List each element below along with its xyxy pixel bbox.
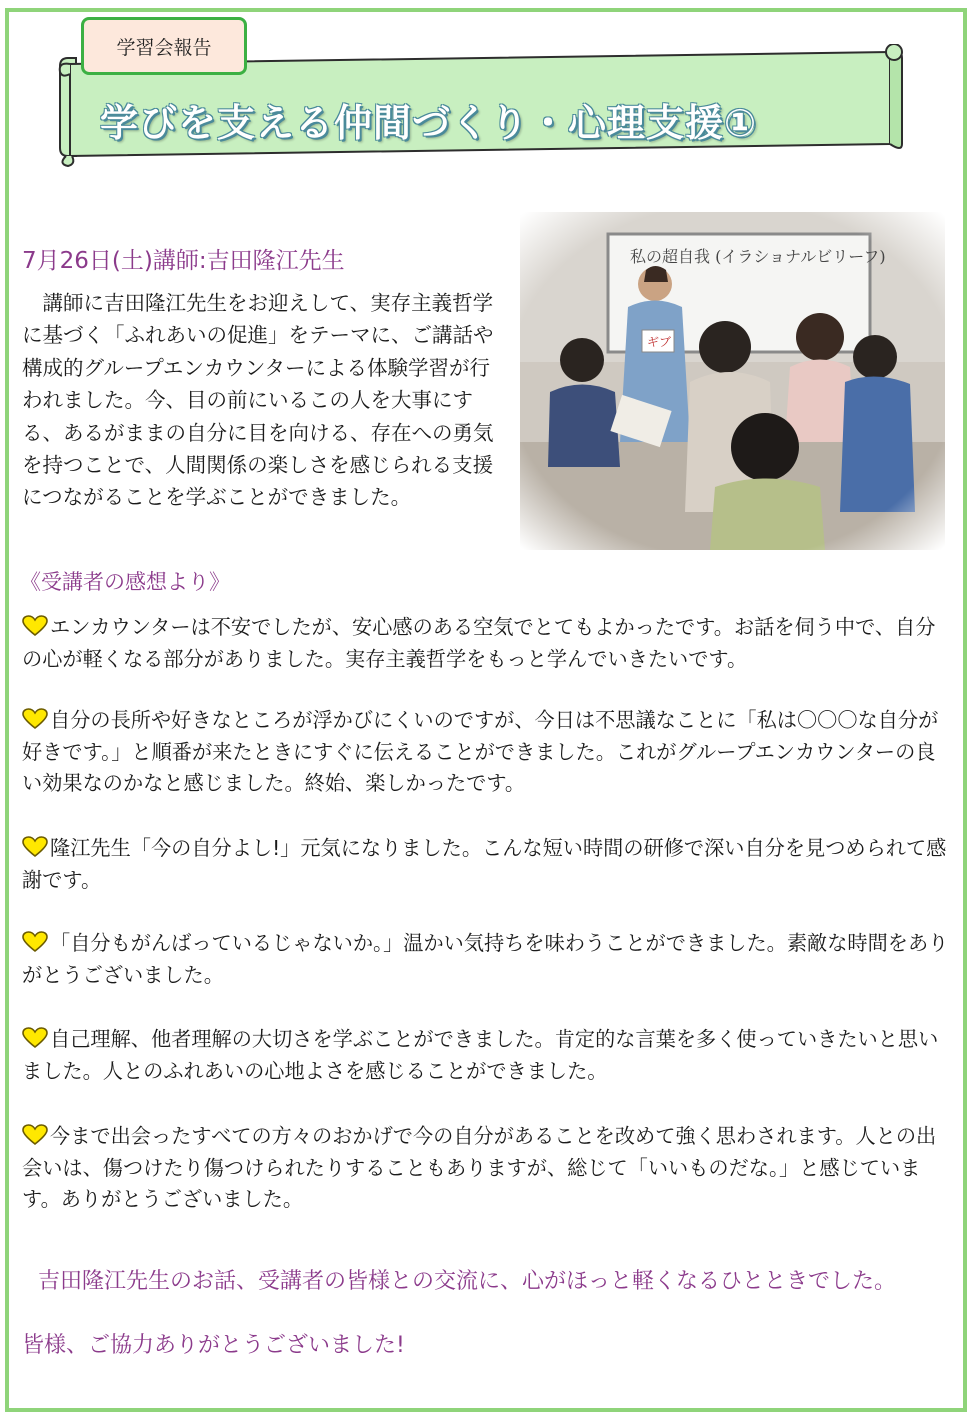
feedback-comment-4 bbox=[22, 928, 952, 991]
heart-icon bbox=[22, 836, 48, 858]
feedback-comment-text: エンカウンターは不安でしたが、安心感のある空気でとてもよかったです。お話を伺う中で、自分の心が軽くなる部分がありました。実存主義哲学をもっと学んでいきたいです。 bbox=[22, 615, 936, 671]
event-summary: 講師に吉田隆江先生をお迎えして、実存主義哲学に基づく「ふれあいの促進」をテーマに、ご講話や構成的グループエンカウンターによる体験学習が行われました。今、目の前にいるこの人を大事にする、あるがままの自分に目を向ける、存在への勇気を持つことで、人間関係の楽しさを感じられる支援につながることを学ぶことができました。 bbox=[22, 291, 494, 510]
feedback-comment-text: 自己理解、他者理解の大切さを学ぶことができました。肯定的な言葉を多く使っていきたいと思いました。人とのふれあいの心地よさを感じることができました。 bbox=[22, 1027, 939, 1083]
heart-icon bbox=[22, 1027, 48, 1049]
event-date-lecturer: 7月26日(土)講師:吉田隆江先生 bbox=[22, 248, 345, 274]
report-tag-label: 学習会報告 bbox=[116, 37, 212, 59]
feedback-heading: 《受講者の感想より》 bbox=[20, 570, 230, 594]
feedback-comment-2 bbox=[22, 705, 952, 800]
page-title: 学びを支える仲間づくり・心理支援① bbox=[100, 101, 758, 145]
feedback-comment-text: 自分の長所や好きなところが浮かびにくいのですが、今日は不思議なことに「私は〇〇〇な自分が好きです。」と順番が来たときにすぐに伝えることができました。これがグループエンカウンターの良い効果なのかなと感じました。終始、楽しかったです。 bbox=[22, 708, 939, 795]
thanks-message: 皆様、ご協力ありがとうございました! bbox=[22, 1333, 405, 1358]
seminar-photo-graphic bbox=[520, 212, 945, 550]
heart-icon bbox=[22, 615, 48, 637]
feedback-comment-text: 「自分もがんばっているじゃないか。」温かい気持ちを味わうことができました。素敵な時間をありがとうございました。 bbox=[22, 931, 949, 987]
feedback-comment-5 bbox=[22, 1024, 952, 1087]
heart-icon bbox=[22, 1124, 48, 1146]
heart-icon bbox=[22, 931, 48, 953]
report-tag bbox=[81, 17, 247, 75]
feedback-comment-1 bbox=[22, 612, 952, 675]
feedback-comment-3 bbox=[22, 833, 952, 896]
heart-icon bbox=[22, 708, 48, 730]
seminar-photo bbox=[520, 212, 945, 550]
feedback-comment-text: 隆江先生「今の自分よし!」元気になりました。こんな短い時間の研修で深い自分を見つめられて感謝です。 bbox=[22, 836, 947, 892]
feedback-comment-text: 今まで出会ったすべての方々のおかげで今の自分があることを改めて強く思わされます。人との出会いは、傷つけたり傷つけられたりすることもありますが、総じて「いいものだな。」と感じています。ありがとうございました。 bbox=[22, 1124, 937, 1211]
feedback-comment-6 bbox=[22, 1121, 952, 1216]
closing-message: 吉田隆江先生のお話、受講者の皆様との交流に、心がほっと軽くなるひとときでした。 bbox=[38, 1269, 897, 1294]
